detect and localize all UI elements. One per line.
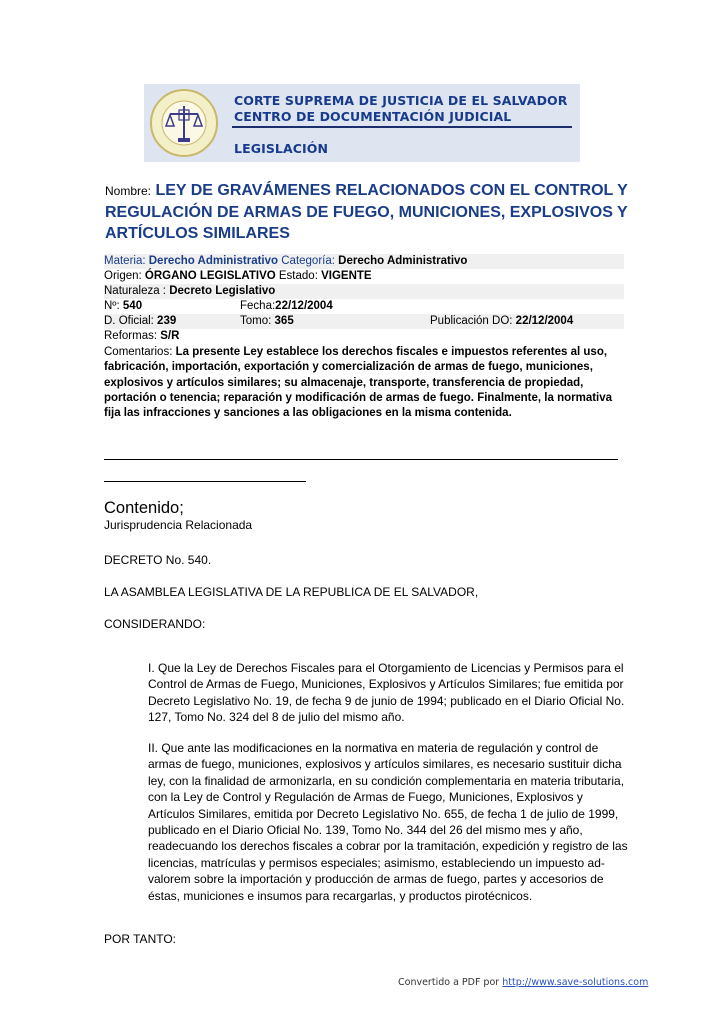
fecha-label: Fecha: — [240, 300, 276, 312]
por-tanto-heading: POR TANTO: — [104, 932, 177, 946]
origen-label: Origen: — [104, 270, 142, 282]
naturaleza-label: Naturaleza : — [104, 285, 167, 297]
meta-row-reformas — [104, 329, 624, 344]
banner-center-name: CENTRO DE DOCUMENTACIÓN JUDICIAL — [234, 109, 512, 124]
banner-section: LEGISLACIÓN — [234, 141, 329, 156]
estado-value: VIGENTE — [321, 270, 372, 282]
separator-line-short — [104, 481, 306, 482]
footer-link[interactable]: http://www.save-solutions.com — [502, 977, 649, 988]
estado-label: Estado: — [278, 270, 318, 282]
reformas-value: S/R — [160, 330, 180, 342]
tomo-label: Tomo: — [240, 315, 272, 327]
considerando-paragraph-1: I. Que la Ley de Derechos Fiscales para el Otorgamiento de Licencias y Permisos para el Control de Armas de Fuego, Municiones, Explosivos y Artículos Similares; fue emitida por Decreto Legislativo No. 19, de fecha 9 de junio de 1994; publicado en el Diario Oficial No. 127, Tomo No. 324 del 8 de julio del mismo año. — [148, 661, 625, 725]
materia-label: Materia: — [104, 255, 146, 267]
fecha-value: 22/12/2004 — [275, 300, 333, 312]
oficial-value: 239 — [157, 315, 177, 327]
pdf-footer — [398, 977, 648, 988]
categoria-label: Categoría: — [281, 255, 335, 267]
categoria-value: Derecho Administrativo — [338, 255, 468, 267]
comentarios-label: Comentarios: — [104, 346, 173, 358]
considerando-heading: CONSIDERANDO: — [104, 617, 206, 631]
oficial-label: D. Oficial: — [104, 315, 154, 327]
banner-divider — [232, 126, 572, 128]
metadata-block — [104, 254, 624, 421]
meta-row-naturaleza — [104, 284, 624, 299]
asamblea-heading: LA ASAMBLEA LEGISLATIVA DE LA REPUBLICA DE EL SALVADOR, — [104, 585, 479, 599]
banner-court-name: CORTE SUPREMA DE JUSTICIA DE EL SALVADOR — [234, 93, 568, 108]
meta-row-materia — [104, 254, 624, 269]
considerando-paragraph-2: II. Que ante las modificaciones en la normativa en materia de regulación y control de armas de fuego, municiones, explosivos y artículos similares, es necesario sustituir dicha ley, con la finalidad de armonizarla, en su condición complementaria en materia tributaria, con la Ley de Control y Regulación de Armas de Fuego, Municiones, Explosivos y Artículos Similares, emitida por Decreto Legislativo No. 655, de fecha 1 de julio de 1999, publicado en el Diario Oficial No. 139, Tomo No. 344 del 26 del mismo mes y año, readecuando los derechos fiscales a cobrar por la tramitación, expedición y registro de las licencias, matrículas y permisos especiales; asimismo, estableciendo un impuesto ad-valorem sobre la importación y producción de armas de fuego, partes y accesorios de éstas, municiones e insumos para recargarlas, y productos pirotécnicos. — [148, 741, 628, 903]
title-label: Nombre: — [105, 184, 152, 198]
jurisprudencia-link[interactable]: Jurisprudencia Relacionada — [104, 518, 253, 532]
origen-value: ÓRGANO LEGISLATIVO — [144, 270, 276, 282]
meta-row-oficial — [104, 314, 624, 329]
naturaleza-value: Decreto Legislativo — [169, 285, 276, 297]
comentarios — [104, 345, 624, 421]
reformas-label: Reformas: — [104, 330, 158, 342]
comentarios-value: La presente Ley establece los derechos fiscales e impuestos referentes al uso, fabricación, importación, exportación y comercialización de armas de fuego, municiones, explosivos y artículos similares; su almacenaje, transporte, transferencia de propiedad, portación o tenencia; reparación y modificación de armas de fuego. Finalmente, la normativa fija las infracciones y sanciones a las obligaciones en la misma contenida. — [104, 346, 613, 420]
document-title — [105, 180, 635, 244]
scales-of-justice-seal-icon — [148, 88, 220, 158]
decreto-number: DECRETO No. 540. — [104, 553, 212, 567]
publicacion-label: Publicación DO: — [430, 315, 513, 327]
footer-text: Convertido a PDF por — [398, 977, 500, 988]
tomo-value: 365 — [274, 315, 294, 327]
title-text: LEY DE GRAVÁMENES RELACIONADOS CON EL CONTROL Y REGULACIÓN DE ARMAS DE FUEGO, MUNICIONES, EXPLOSIVOS Y ARTÍCULOS SIMILARES — [105, 182, 628, 242]
publicacion-value: 22/12/2004 — [515, 315, 574, 327]
meta-row-origen — [104, 269, 624, 284]
contenido-heading: Contenido; — [104, 499, 184, 517]
numero-label: Nº: — [104, 300, 120, 312]
materia-value: Derecho Administrativo — [148, 255, 279, 267]
separator-line — [104, 459, 618, 460]
meta-row-numero — [104, 299, 624, 314]
numero-value: 540 — [122, 300, 143, 312]
